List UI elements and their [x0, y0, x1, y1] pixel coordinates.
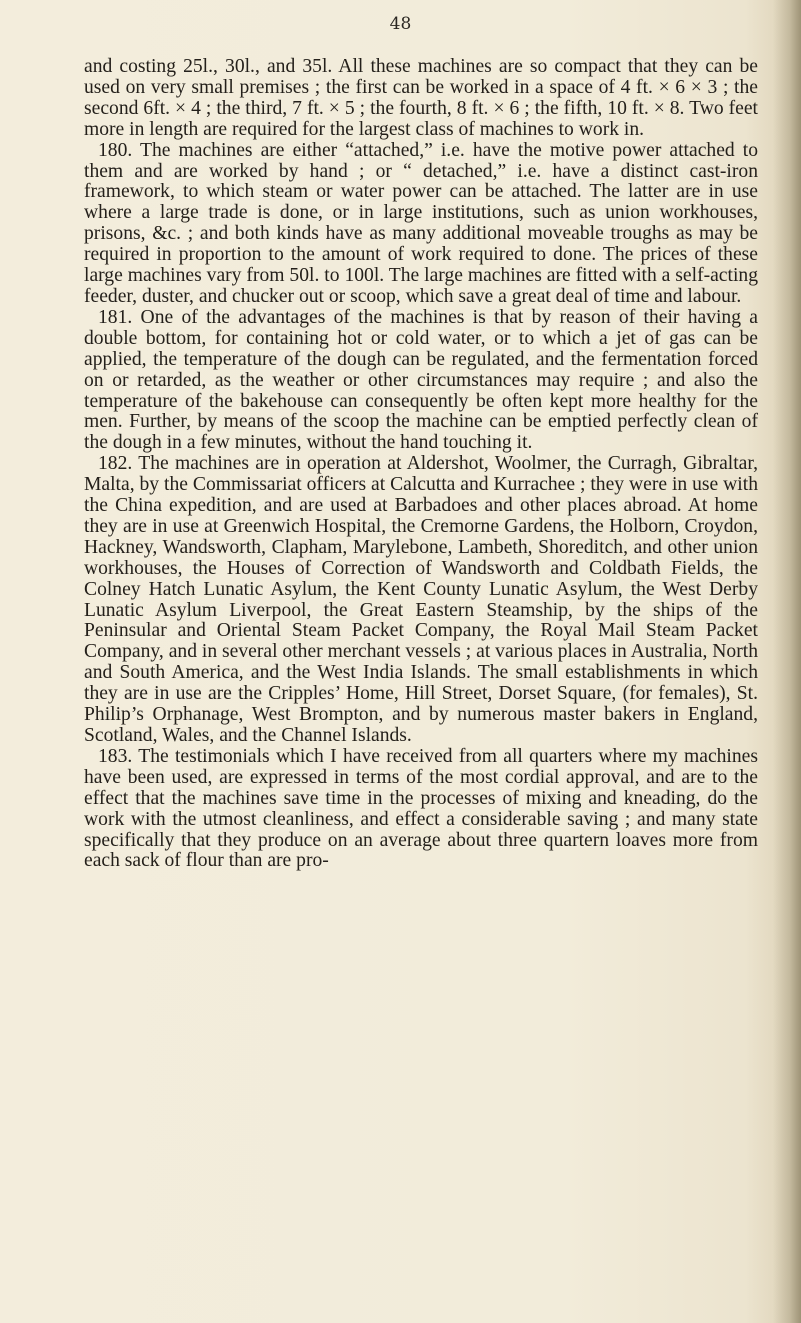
paragraph-183: 183. The testimonials which I have received from all quarters where my machines have been used, are expressed in terms of the most cordial approval, and are to the effect that the machines save time in the processes of mixing and kneading, do the work with the utmost cleanliness, and effect a considerable saving ; and many state specifically that they produce on an average about three quartern loaves more from each sack of flour than are pro- [84, 745, 758, 872]
paragraph-180: 180. The machines are either “attached,” i.e. have the motive power attached to them and are worked by hand ; or “ detached,” i.e. have a distinct cast-iron framework, to which steam or water power can be attached. The latter are in use where a large trade is done, or in large institutions, such as union workhouses, prisons, &c. ; and both kinds have as many additional moveable troughs as may be required in proportion to the amount of work required to done. The prices of these large machines vary from 50l. to 100l. The large machines are fitted with a self-acting feeder, duster, and chucker out or scoop, which save a great deal of time and labour. [84, 139, 758, 307]
page-number: 48 [389, 14, 412, 34]
paragraph-continuation: and costing 25l., 30l., and 35l. All these machines are so compact that they can be used on very small premises ; the first can be worked in a space of 4 ft. × 6 × 3 ; the second 6ft. × 4 ; the third, 7 ft. × 5 ; the fourth, 8 ft. × 6 ; the fifth, 10 ft. × 8. Two feet more in length are required for the largest class of machines to work in. [84, 56, 758, 140]
page-edge-shadow [773, 0, 801, 1323]
body-text [84, 57, 758, 872]
paragraph-182: 182. The machines are in operation at Aldershot, Woolmer, the Curragh, Gibraltar, Malta, by the Commissariat officers at Calcutta and Kurrachee ; they were in use with the China expedition, and are used at Barbadoes and other places abroad. At home they are in use at Greenwich Hospital, the Cremorne Gardens, the Holborn, Croydon, Hackney, Wandsworth, Clapham, Marylebone, Lambeth, Shoreditch, and other union workhouses, the Houses of Correction of Wandsworth and Coldbath Fields, the Colney Hatch Lunatic Asylum, the Kent County Lunatic Asylum, the West Derby Lunatic Asylum Liverpool, the Great Eastern Steamship, by the ships of the Peninsular and Oriental Steam Packet Company, the Royal Mail Steam Packet Company, and in several other merchant vessels ; at various places in Australia, North and South America, and the West India Islands. The small establishments in which they are in use are the Cripples’ Home, Hill Street, Dorset Square, (for females), St. Philip’s Orphanage, West Brompton, and by numerous master bakers in England, Scotland, Wales, and the Channel Islands. [84, 453, 758, 746]
paragraph-181: 181. One of the advantages of the machines is that by reason of their having a double bottom, for containing hot or cold water, or to which a jet of gas can be applied, the temperature of the dough can be regulated, and the fermentation forced on or retarded, as the weather or other circumstances may require ; and also the temperature of the bakehouse can consequently be often kept more healthy for the men. Further, by means of the scoop the machine can be emptied perfectly clean of the dough in a few minutes, without the hand touching it. [84, 306, 758, 454]
